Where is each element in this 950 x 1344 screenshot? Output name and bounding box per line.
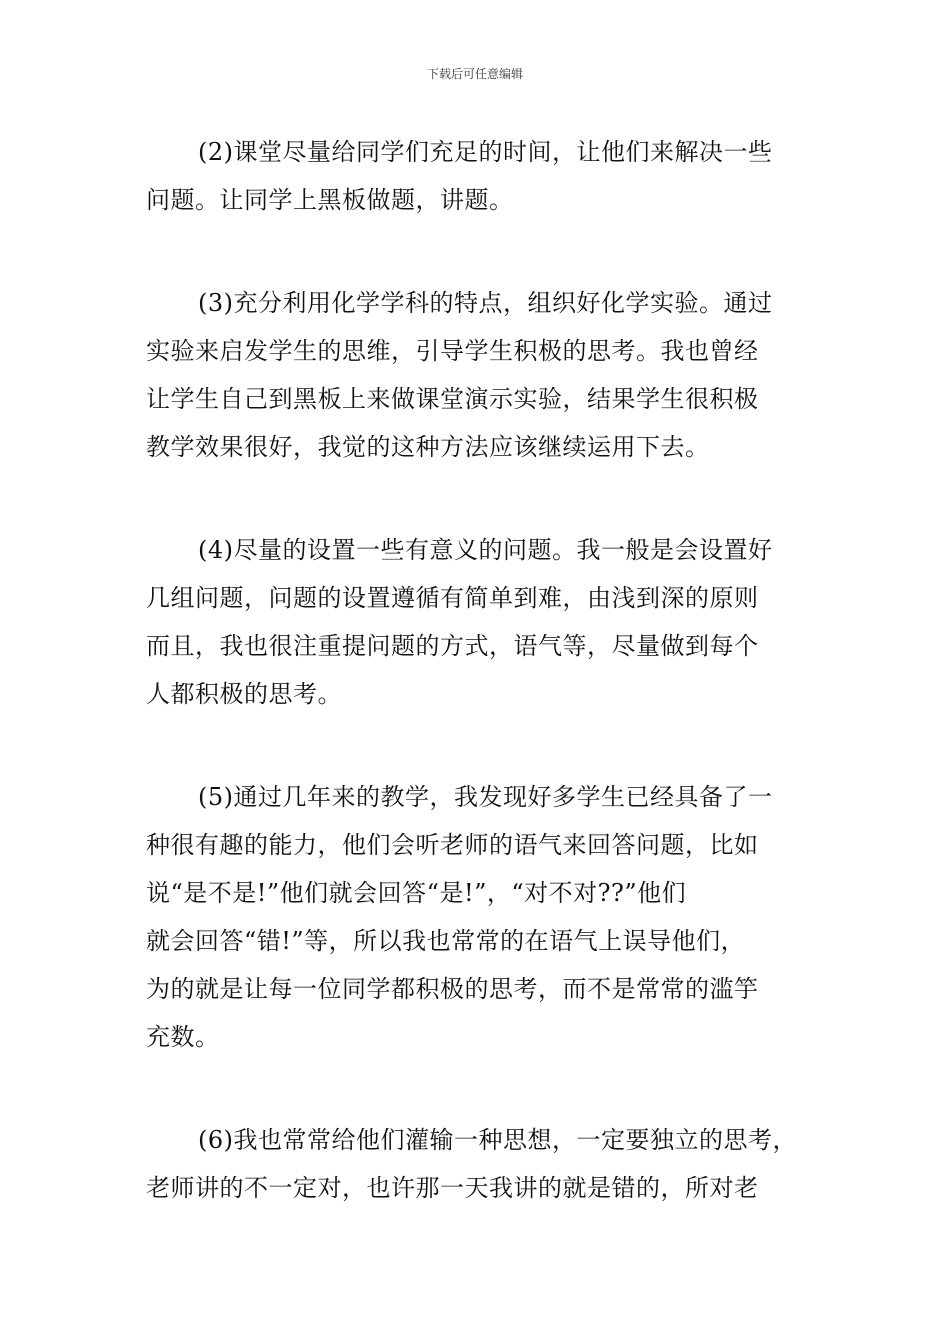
paragraph-4 bbox=[146, 526, 810, 718]
paragraph-line: (3)充分利用化学学科的特点，组织好化学实验。通过 bbox=[198, 289, 773, 317]
paragraph-line: (4)尽量的设置一些有意义的问题。我一般是会设置好 bbox=[198, 536, 773, 564]
paragraph-line: (2)课堂尽量给同学们充足的时间，让他们来解决一些 bbox=[198, 138, 773, 166]
paragraph-line: 实验来启发学生的思维，引导学生积极的思考。我也曾经 bbox=[146, 337, 759, 365]
paragraph-6 bbox=[146, 1116, 810, 1212]
paragraph-line: 教学效果很好，我觉的这种方法应该继续运用下去。 bbox=[146, 433, 710, 461]
paragraph-line: 老师讲的不一定对，也许那一天我讲的就是错的，所对老 bbox=[146, 1174, 759, 1202]
paragraph-line: 而且，我也很注重提问题的方式，语气等，尽量做到每个 bbox=[146, 632, 759, 660]
paragraph-line: 人都积极的思考。 bbox=[146, 680, 342, 708]
paragraph-line: 问题。让同学上黑板做题，讲题。 bbox=[146, 186, 514, 214]
paragraph-line: 说“是不是!”他们就会回答“是!”，“对不对??”他们 bbox=[146, 879, 687, 907]
paragraph-line: (6)我也常常给他们灌输一种思想，一定要独立的思考， bbox=[198, 1126, 797, 1154]
paragraph-line: 让学生自己到黑板上来做课堂演示实验，结果学生很积极 bbox=[146, 385, 759, 413]
paragraph-line: 为的就是让每一位同学都积极的思考，而不是常常的滥竽 bbox=[146, 975, 759, 1003]
paragraph-line: (5)通过几年来的教学，我发现好多学生已经具备了一 bbox=[198, 783, 773, 811]
page-header: 下载后可任意编辑 bbox=[426, 67, 523, 81]
paragraph-3 bbox=[146, 279, 810, 471]
paragraph-line: 几组问题，问题的设置遵循有简单到难，由浅到深的原则 bbox=[146, 584, 759, 612]
paragraph-5 bbox=[146, 773, 810, 1061]
paragraph-2 bbox=[146, 128, 810, 224]
paragraph-line: 种很有趣的能力，他们会听老师的语气来回答问题，比如 bbox=[146, 831, 759, 859]
paragraph-line: 就会回答“错!”等，所以我也常常的在语气上误导他们， bbox=[146, 927, 746, 955]
document-body bbox=[146, 128, 810, 1267]
paragraph-line: 充数。 bbox=[146, 1023, 220, 1051]
